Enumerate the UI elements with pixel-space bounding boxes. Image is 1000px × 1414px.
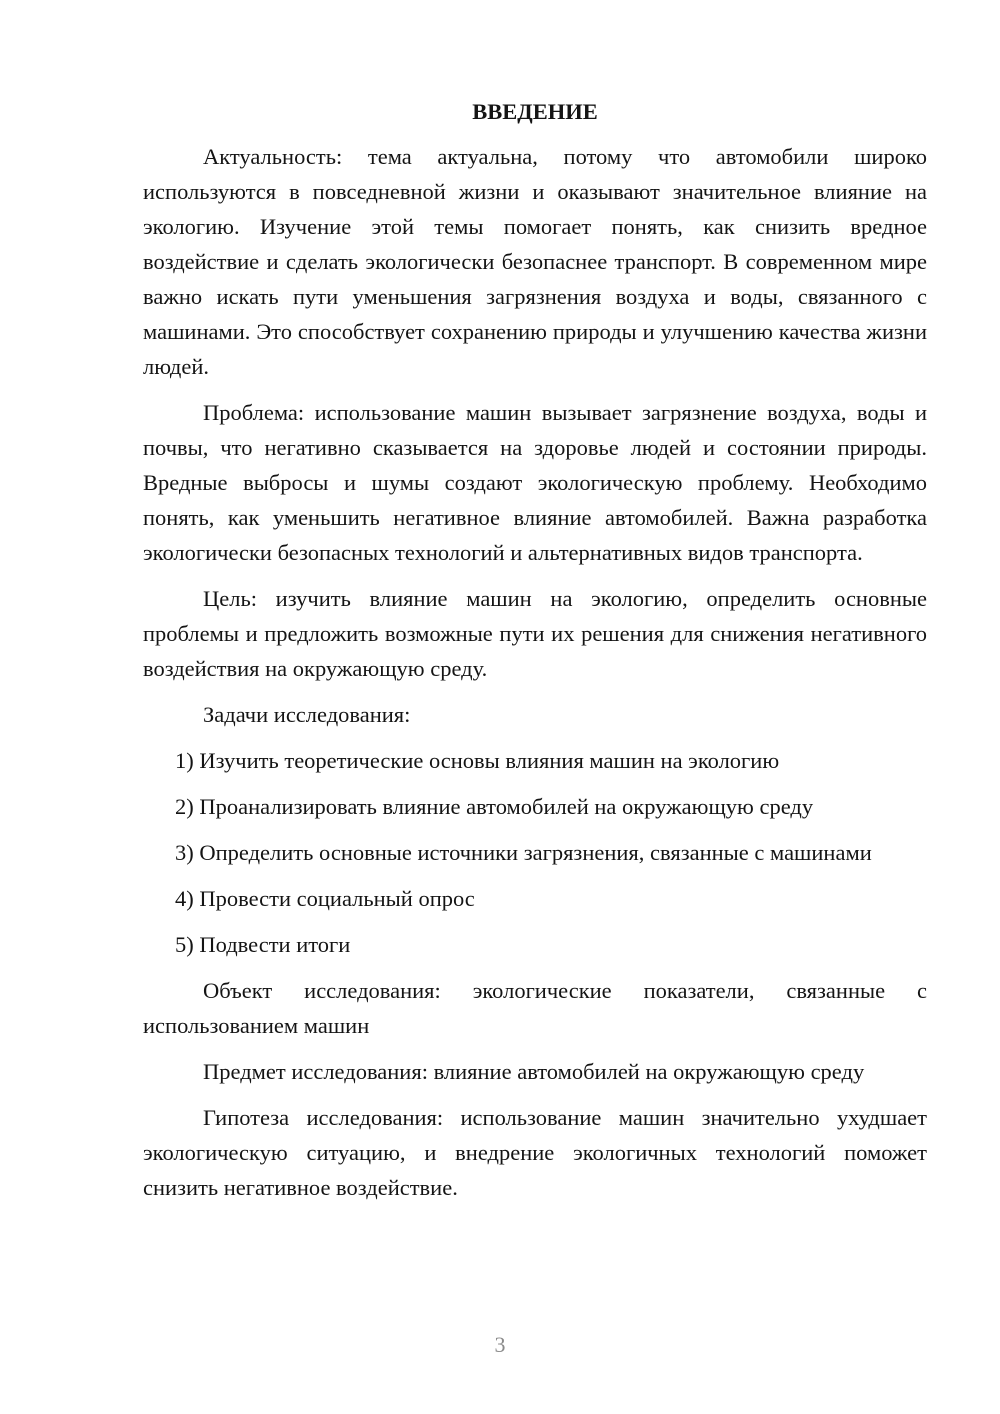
goal-paragraph: Цель: изучить влияние машин на экологию, определить основные проблемы и предложить возможные пути их решения для снижения негативного воздействия на окружающую среду. — [143, 586, 927, 681]
task-item-2: 2) Проанализировать влияние автомобилей на окружающую среду — [175, 794, 814, 819]
tasks-heading: Задачи исследования: — [203, 702, 411, 727]
object-paragraph: Объект исследования: экологические показатели, связанные с использованием машин — [143, 978, 927, 1038]
task-item-5: 5) Подвести итоги — [175, 932, 351, 957]
subject-paragraph: Предмет исследования: влияние автомобилей на окружающую среду — [203, 1059, 865, 1084]
document-page — [143, 94, 927, 1216]
page-title: ВВЕДЕНИЕ — [472, 99, 598, 124]
task-item-1: 1) Изучить теоретические основы влияния машин на экологию — [175, 748, 780, 773]
problem-paragraph: Проблема: использование машин вызывает загрязнение воздуха, воды и почвы, что негативно сказывается на здоровье людей и состоянии природы. Вредные выбросы и шумы создают экологическую проблему. Необходимо понять, как уменьшить негативное влияние автомобилей. Важна разработка экологически безопасных технологий и альтернативных видов транспорта. — [143, 400, 927, 565]
task-item-3: 3) Определить основные источники загрязнения, связанные с машинами — [175, 840, 872, 865]
page-number: 3 — [494, 1332, 506, 1357]
task-item-4: 4) Провести социальный опрос — [175, 886, 475, 911]
hypothesis-paragraph: Гипотеза исследования: использование машин значительно ухудшает экологическую ситуацию, и внедрение экологичных технологий поможет снизить негативное воздействие. — [143, 1105, 927, 1200]
relevance-paragraph: Актуальность: тема актуальна, потому что автомобили широко используются в повседневной жизни и оказывают значительное влияние на экологию. Изучение этой темы помогает понять, как снизить вредное воздействие и сделать экологически безопаснее транспорт. В современном мире важно искать пути уменьшения загрязнения воздуха и воды, связанного с машинами. Это способствует сохранению природы и улучшению качества жизни людей. — [143, 144, 927, 379]
